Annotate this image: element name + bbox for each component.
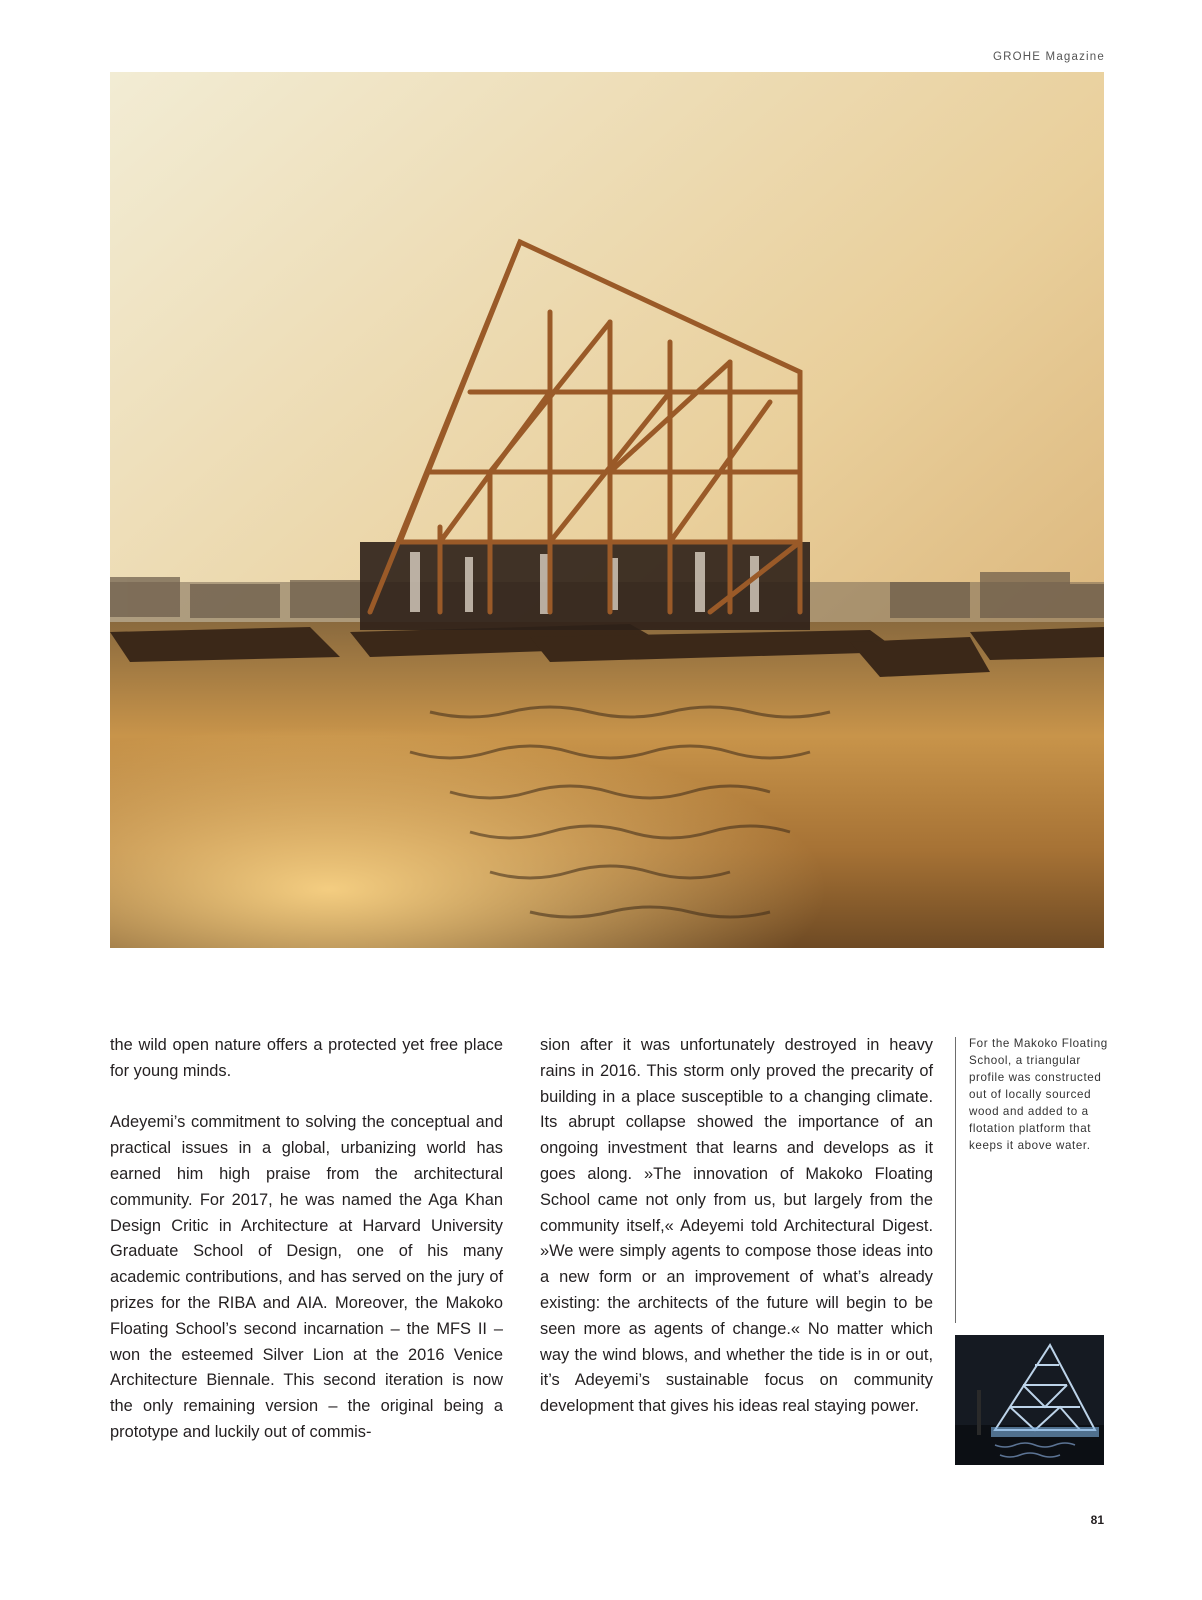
caption-divider [955, 1037, 956, 1323]
floating-school-photo-icon [110, 72, 1104, 948]
illuminated-school-photo-icon [955, 1335, 1104, 1465]
magazine-header: GROHE Magazine [992, 51, 1105, 63]
article-paragraph: the wild open nature offers a protected yet free place for young minds. [110, 1036, 503, 1080]
page-number: 81 [1090, 1513, 1104, 1527]
article-column-left [110, 1033, 503, 1446]
article-column-middle [540, 1033, 933, 1420]
article-paragraph: Adeyemi’s commitment to solving the conceptual and practical issues in a global, urbanizing world has earned him high praise from the architectural community. For 2017, he was named the Aga Khan Design Critic in Architecture at Harvard University Graduate School of Design, one of his many academic contributions, and has served on the jury of prizes for the RIBA and AIA. Moreover, the Makoko Floating School’s second incarnation – the MFS II – won the esteemed Silver Lion at the 2016 Venice Architecture Biennale. This second iteration is now the only remaining version – the original being a prototype and luckily out of commis- [110, 1113, 503, 1441]
photo-caption: For the Makoko Floating School, a triangular profile was constructed out of locally sourced wood and added to a flotation platform that keeps it above water. [969, 1037, 1108, 1152]
article-paragraph: sion after it was unfortunately destroyed in heavy rains in 2016. This storm only proved the precarity of building in a place susceptible to a changing climate. Its abrupt collapse showed the importance of an ongoing investment that learns and develops as it goes along. »The innovation of Makoko Floating School came not only from us, but largely from the community itself,« Adeyemi told Architectural Digest. »We were simply agents to compose those ideas into a new form or an improvement of what’s already existing: the architects of the future will begin to be seen more as agents of change.« No matter which way the wind blows, and whether the tide is in or out, it’s Adeyemi’s sustainable focus on community development that gives his ideas real staying power. [540, 1036, 933, 1416]
